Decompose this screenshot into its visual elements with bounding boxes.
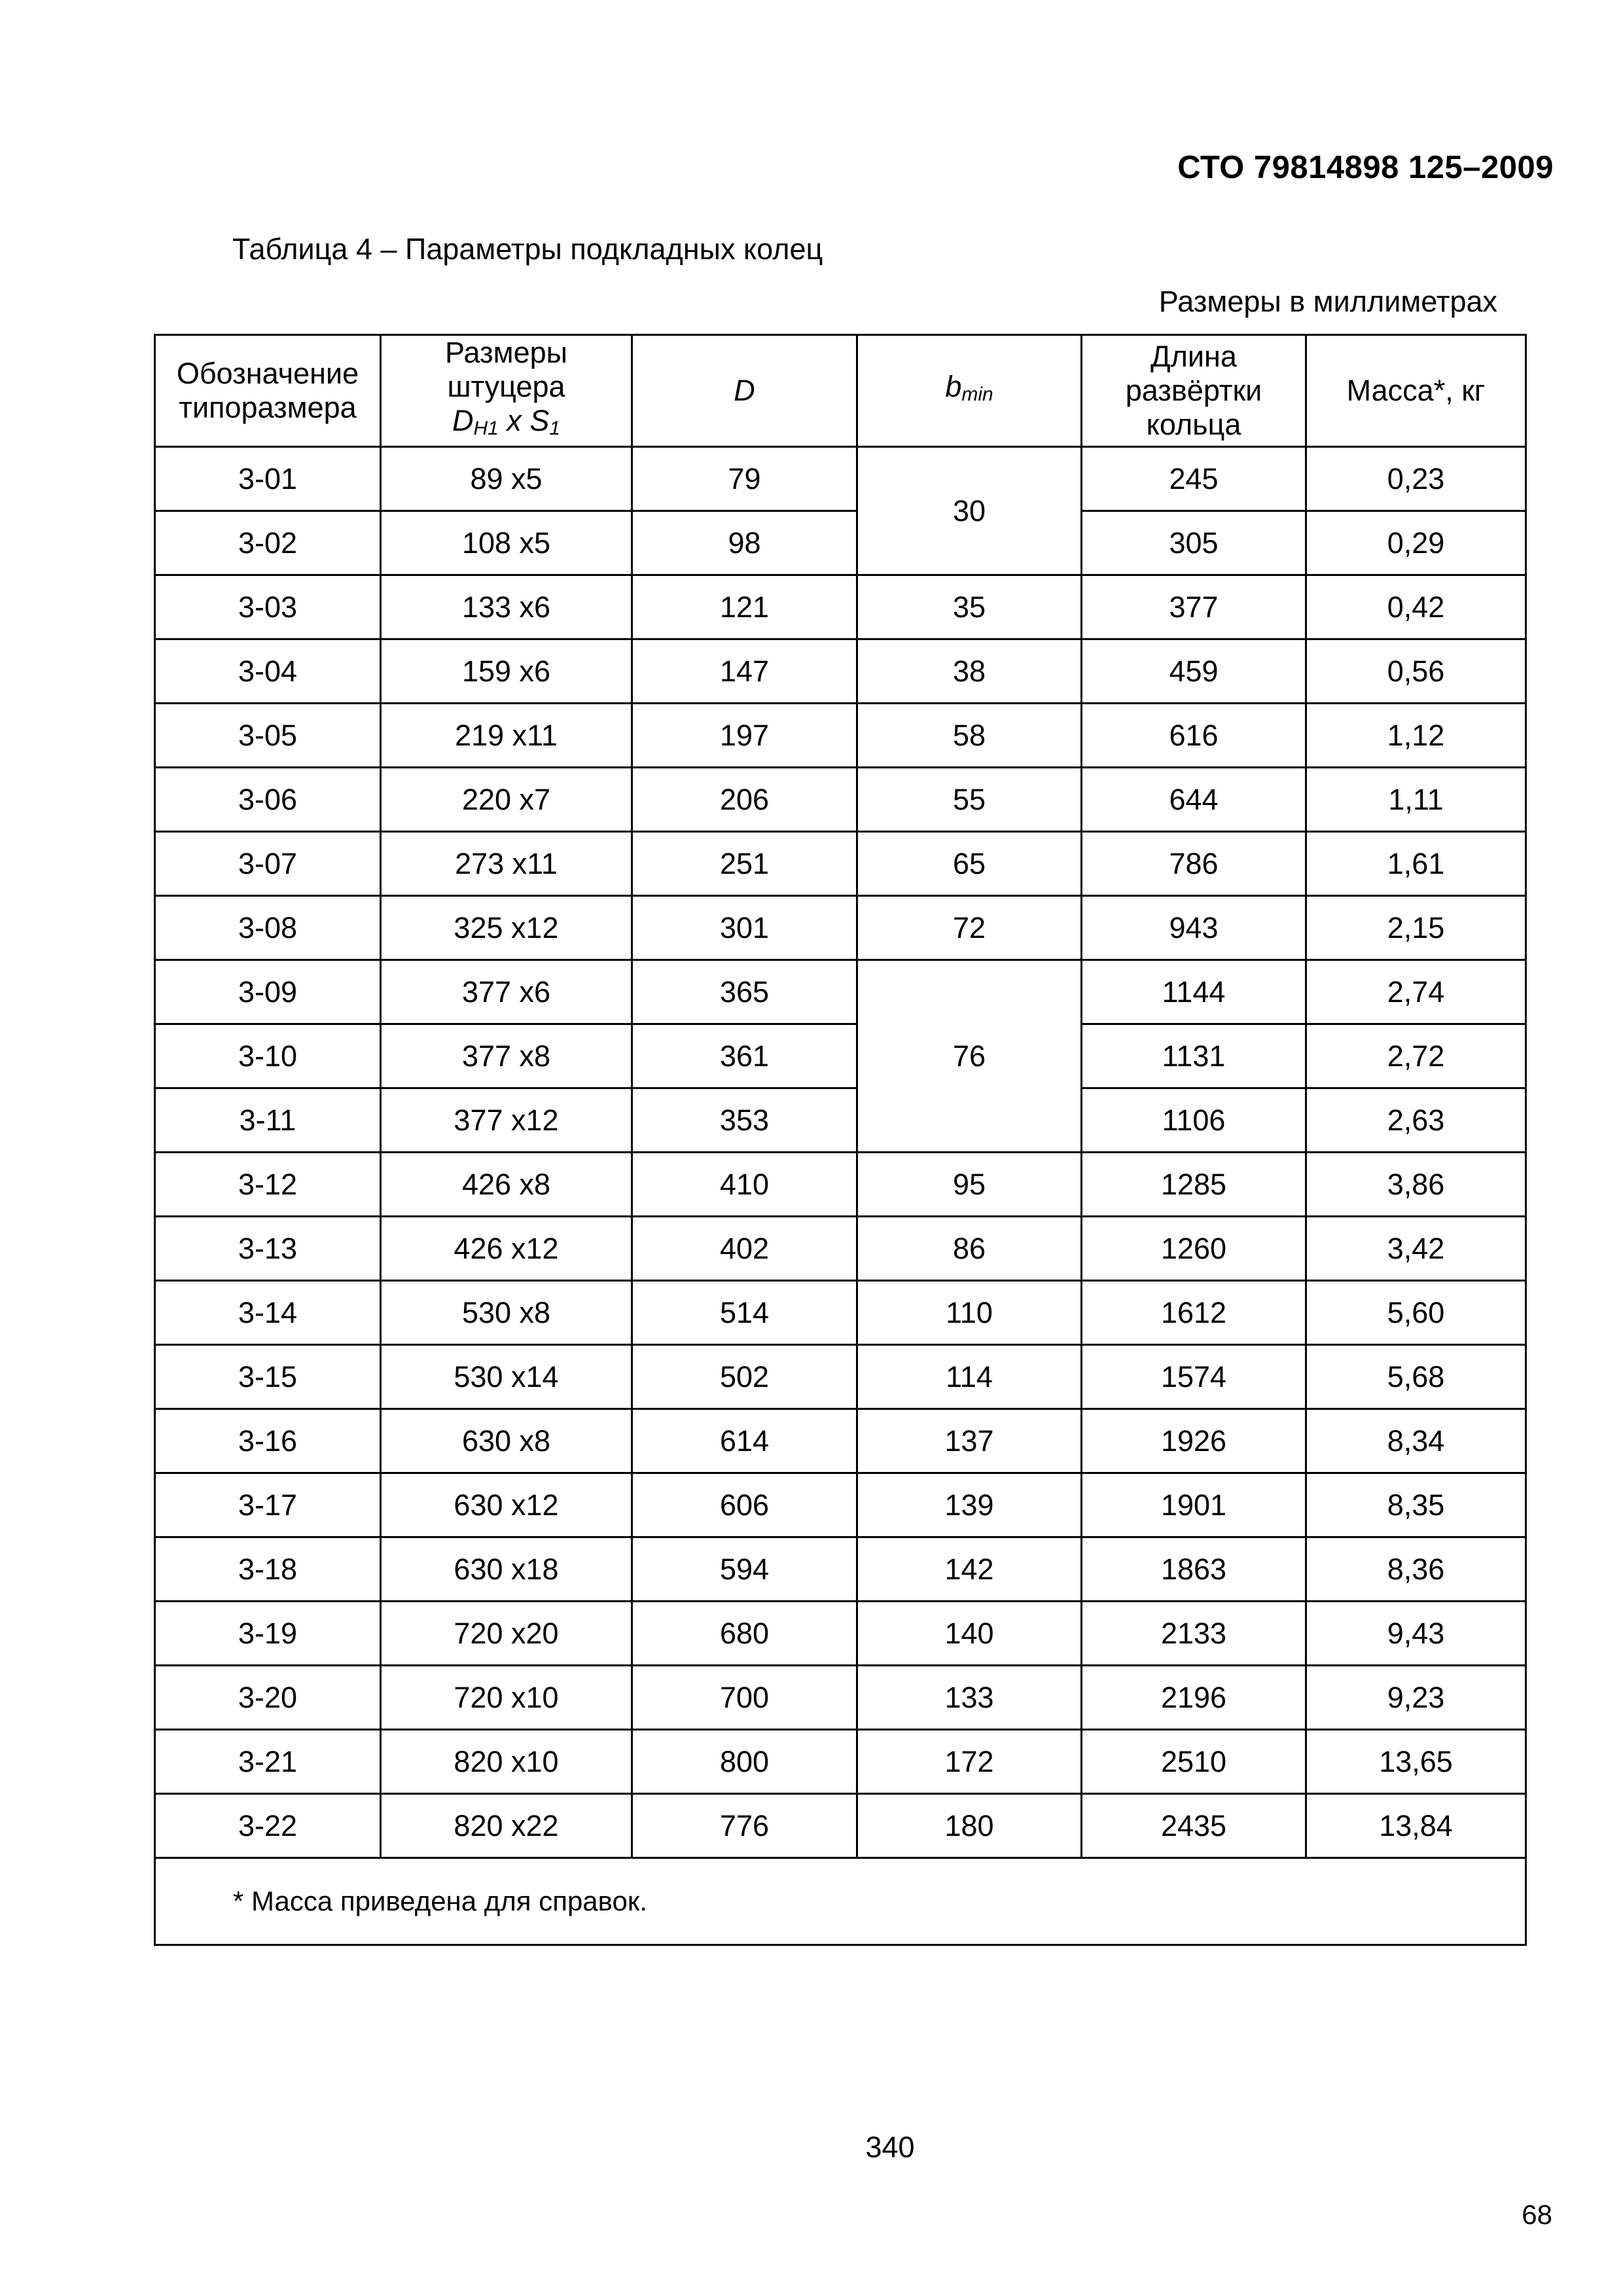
cell-d-value: 502 [632,1345,857,1409]
cell-length-value: 2133 [1082,1602,1306,1666]
header-b-min: $b_{min}$ [857,335,1082,447]
table-row [155,960,1526,1024]
cell-fitting-size: 273 x11 [381,832,632,896]
cell-length-value: 2510 [1082,1730,1306,1794]
table-row [155,704,1526,768]
header-fitting-size: Размеры штуцера $D_{H1}$ x $S_1$ [381,335,632,447]
footnote-row [155,1858,1526,1945]
cell-b-min: 55 [857,768,1082,832]
cell-d-value: 365 [632,960,857,1024]
cell-mass-value: 2,72 [1306,1024,1526,1088]
cell-length-value: 1574 [1082,1345,1306,1409]
table-row [155,832,1526,896]
table-body [155,447,1526,1858]
cell-length-value: 377 [1082,575,1306,639]
cell-length-value: 459 [1082,639,1306,704]
table-row [155,1088,1526,1153]
cell-length-value: 305 [1082,511,1306,575]
table-row [155,1281,1526,1345]
cell-designation: 3-05 [155,704,381,768]
table-row [155,1024,1526,1088]
cell-designation: 3-10 [155,1024,381,1088]
cell-designation: 3-20 [155,1666,381,1730]
cell-fitting-size: 820 x22 [381,1794,632,1858]
cell-b-min: 133 [857,1666,1082,1730]
cell-d-value: 514 [632,1281,857,1345]
table-caption: Таблица 4 – Параметры подкладных колец [232,232,823,266]
cell-fitting-size: 530 x14 [381,1345,632,1409]
cell-fitting-size: 89 x5 [381,447,632,511]
cell-designation: 3-08 [155,896,381,960]
cell-mass-value: 3,86 [1306,1153,1526,1217]
cell-length-value: 2196 [1082,1666,1306,1730]
table-row [155,1409,1526,1473]
cell-fitting-size: 377 x8 [381,1024,632,1088]
header-row [155,335,1526,447]
table-row [155,896,1526,960]
table-row [155,1153,1526,1217]
cell-d-value: 353 [632,1088,857,1153]
cell-b-min: 72 [857,896,1082,960]
cell-mass-value: 0,56 [1306,639,1526,704]
cell-fitting-size: 630 x18 [381,1537,632,1602]
cell-mass-value: 8,34 [1306,1409,1526,1473]
cell-fitting-size: 377 x12 [381,1088,632,1153]
document-code: СТО 79814898 125–2009 [1177,150,1554,185]
cell-fitting-size: 159 x6 [381,639,632,704]
cell-d-value: 197 [632,704,857,768]
cell-designation: 3-07 [155,832,381,896]
ring-parameters-table [154,334,1527,1946]
cell-b-min: 172 [857,1730,1082,1794]
cell-mass-value: 0,23 [1306,447,1526,511]
cell-b-min: 110 [857,1281,1082,1345]
cell-mass-value: 13,65 [1306,1730,1526,1794]
units-note: Размеры в миллиметрах [1158,285,1497,318]
cell-mass-value: 2,63 [1306,1088,1526,1153]
cell-d-value: 361 [632,1024,857,1088]
cell-d-value: 79 [632,447,857,511]
cell-mass-value: 3,42 [1306,1217,1526,1281]
cell-mass-value: 9,43 [1306,1602,1526,1666]
table-row [155,639,1526,704]
cell-d-value: 402 [632,1217,857,1281]
cell-mass-value: 8,36 [1306,1537,1526,1602]
cell-length-value: 1901 [1082,1473,1306,1537]
cell-length-value: 616 [1082,704,1306,768]
cell-designation: 3-19 [155,1602,381,1666]
page-number: 340 [865,2130,915,2164]
table-row [155,1730,1526,1794]
cell-mass-value: 0,29 [1306,511,1526,575]
cell-length-value: 786 [1082,832,1306,896]
cell-d-value: 147 [632,639,857,704]
cell-length-value: 1285 [1082,1153,1306,1217]
header-length: Длина развёртки кольца [1082,335,1306,447]
table-row [155,1794,1526,1858]
cell-length-value: 943 [1082,896,1306,960]
cell-mass-value: 1,11 [1306,768,1526,832]
cell-designation: 3-22 [155,1794,381,1858]
cell-mass-value: 2,74 [1306,960,1526,1024]
cell-d-value: 121 [632,575,857,639]
cell-b-min: 137 [857,1409,1082,1473]
cell-designation: 3-18 [155,1537,381,1602]
header-mass: Масса*, кг [1306,335,1526,447]
cell-length-value: 1144 [1082,960,1306,1024]
header-d: D [632,335,857,447]
cell-b-min: 76 [857,960,1082,1153]
cell-d-value: 614 [632,1409,857,1473]
cell-fitting-size: 820 x10 [381,1730,632,1794]
cell-mass-value: 2,15 [1306,896,1526,960]
cell-b-min: 140 [857,1602,1082,1666]
table-row [155,575,1526,639]
cell-fitting-size: 219 x11 [381,704,632,768]
cell-b-min: 58 [857,704,1082,768]
cell-length-value: 245 [1082,447,1306,511]
cell-length-value: 1612 [1082,1281,1306,1345]
table-row [155,768,1526,832]
cell-mass-value: 9,23 [1306,1666,1526,1730]
cell-designation: 3-11 [155,1088,381,1153]
cell-mass-value: 5,68 [1306,1345,1526,1409]
cell-fitting-size: 720 x10 [381,1666,632,1730]
cell-d-value: 800 [632,1730,857,1794]
table-row [155,1537,1526,1602]
cell-b-min: 95 [857,1153,1082,1217]
cell-length-value: 1131 [1082,1024,1306,1088]
cell-fitting-size: 133 x6 [381,575,632,639]
cell-fitting-size: 530 x8 [381,1281,632,1345]
cell-b-min: 86 [857,1217,1082,1281]
cell-mass-value: 1,12 [1306,704,1526,768]
cell-fitting-size: 325 x12 [381,896,632,960]
cell-fitting-size: 630 x12 [381,1473,632,1537]
cell-d-value: 301 [632,896,857,960]
cell-b-min: 180 [857,1794,1082,1858]
cell-designation: 3-02 [155,511,381,575]
cell-b-min: 142 [857,1537,1082,1602]
cell-designation: 3-01 [155,447,381,511]
cell-d-value: 594 [632,1537,857,1602]
cell-mass-value: 8,35 [1306,1473,1526,1537]
footnote: * Масса приведена для справок. [155,1858,1526,1945]
cell-mass-value: 1,61 [1306,832,1526,896]
cell-d-value: 410 [632,1153,857,1217]
table-row [155,1602,1526,1666]
cell-designation: 3-14 [155,1281,381,1345]
table-row [155,447,1526,511]
cell-designation: 3-09 [155,960,381,1024]
cell-length-value: 2435 [1082,1794,1306,1858]
cell-fitting-size: 220 x7 [381,768,632,832]
cell-designation: 3-17 [155,1473,381,1537]
cell-designation: 3-04 [155,639,381,704]
table-row [155,1666,1526,1730]
header-designation: Обозначение типоразмера [155,335,381,447]
sheet-number: 68 [1522,2199,1552,2230]
cell-b-min: 114 [857,1345,1082,1409]
cell-b-min: 139 [857,1473,1082,1537]
cell-designation: 3-06 [155,768,381,832]
cell-length-value: 1863 [1082,1537,1306,1602]
cell-mass-value: 13,84 [1306,1794,1526,1858]
cell-designation: 3-13 [155,1217,381,1281]
table-row [155,511,1526,575]
cell-designation: 3-03 [155,575,381,639]
cell-mass-value: 5,60 [1306,1281,1526,1345]
cell-d-value: 776 [632,1794,857,1858]
cell-length-value: 1106 [1082,1088,1306,1153]
cell-fitting-size: 108 x5 [381,511,632,575]
cell-d-value: 98 [632,511,857,575]
cell-designation: 3-16 [155,1409,381,1473]
cell-designation: 3-12 [155,1153,381,1217]
table-row [155,1345,1526,1409]
cell-mass-value: 0,42 [1306,575,1526,639]
cell-fitting-size: 630 x8 [381,1409,632,1473]
cell-d-value: 680 [632,1602,857,1666]
cell-d-value: 606 [632,1473,857,1537]
cell-fitting-size: 720 x20 [381,1602,632,1666]
cell-d-value: 206 [632,768,857,832]
cell-d-value: 251 [632,832,857,896]
cell-length-value: 1926 [1082,1409,1306,1473]
cell-b-min: 30 [857,447,1082,575]
cell-designation: 3-21 [155,1730,381,1794]
cell-designation: 3-15 [155,1345,381,1409]
cell-length-value: 1260 [1082,1217,1306,1281]
cell-b-min: 65 [857,832,1082,896]
cell-fitting-size: 426 x12 [381,1217,632,1281]
table-row [155,1473,1526,1537]
cell-fitting-size: 377 x6 [381,960,632,1024]
cell-length-value: 644 [1082,768,1306,832]
cell-fitting-size: 426 x8 [381,1153,632,1217]
cell-b-min: 35 [857,575,1082,639]
cell-d-value: 700 [632,1666,857,1730]
table-row [155,1217,1526,1281]
cell-b-min: 38 [857,639,1082,704]
